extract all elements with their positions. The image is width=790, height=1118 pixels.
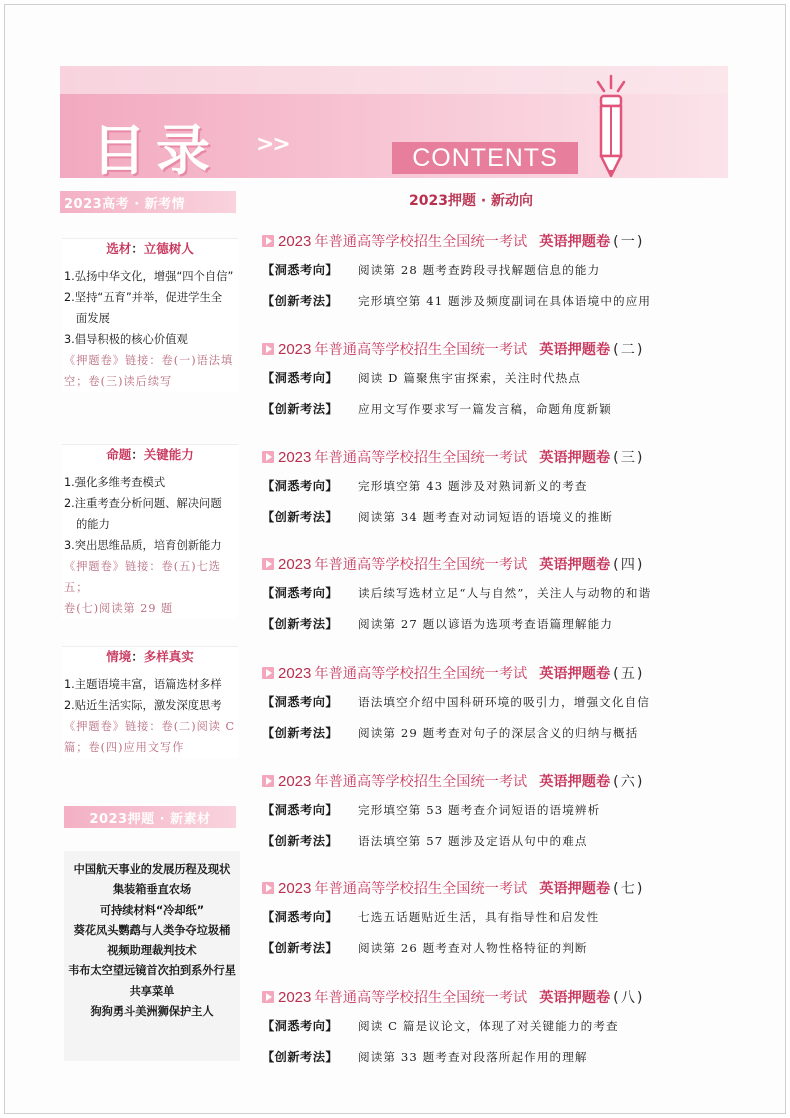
list-item-continuation: 面发展 xyxy=(76,312,110,325)
innovation-text: 阅读第 33 题考查对段落所起作用的理解 xyxy=(358,1049,588,1064)
paper-exam-name: 年普通高等学校招生全国统一考试 xyxy=(314,450,528,466)
list-item: 3.倡导积极的核心价值观 xyxy=(64,333,188,346)
paper-volume: (七) xyxy=(613,881,645,897)
play-triangle-icon xyxy=(262,775,274,787)
insight-row xyxy=(262,686,722,717)
card-title-value: 关键能力 xyxy=(143,447,194,462)
section-title: 2023高考 · 新考情 xyxy=(64,196,186,212)
innovation-row xyxy=(262,608,722,639)
innovation-tag: 【创新考法】 xyxy=(262,402,339,416)
insight-text: 读后续写选材立足“人与自然”，关注人与动物的和谐 xyxy=(358,585,652,600)
paper-heading xyxy=(262,768,722,794)
list-item: 韦布太空望远镜首次拍到系外行星 xyxy=(68,964,236,978)
paper-volume: (五) xyxy=(613,666,645,682)
double-arrow-icon: >> xyxy=(256,132,289,157)
paper-entry xyxy=(262,875,722,963)
section-header-new-materials xyxy=(64,806,236,828)
paper-year: 2023 xyxy=(278,664,312,682)
materials-list xyxy=(64,851,240,1061)
section-header-exam-trends xyxy=(60,191,236,213)
paper-volume: (一) xyxy=(613,234,645,250)
paper-heading xyxy=(262,336,722,362)
list-item: 狗狗勇斗美洲狮保护主人 xyxy=(90,1005,214,1019)
insight-text: 语法填空介绍中国科研环境的吸引力，增强文化自信 xyxy=(358,694,650,709)
paper-year: 2023 xyxy=(278,879,312,897)
paper-link-text: 《押题卷》链接：卷(五)七选五； xyxy=(64,560,221,594)
play-triangle-icon xyxy=(262,991,274,1003)
paper-year: 2023 xyxy=(278,340,312,358)
paper-year: 2023 xyxy=(278,232,312,250)
innovation-row xyxy=(262,825,722,856)
paper-volume: (八) xyxy=(613,990,645,1006)
innovation-text: 阅读第 34 题考查对动词短语的语境义的推断 xyxy=(358,509,614,524)
paper-entry xyxy=(262,551,722,639)
paper-entry xyxy=(262,444,722,532)
paper-heading xyxy=(262,444,722,470)
insight-tag: 【洞悉考向】 xyxy=(262,263,339,277)
paper-subject: 英语押题卷 xyxy=(539,234,611,250)
innovation-tag: 【创新考法】 xyxy=(262,510,339,524)
paper-subject: 英语押题卷 xyxy=(539,881,611,897)
insight-text: 七选五话题贴近生活，具有指导性和启发性 xyxy=(358,909,600,924)
innovation-text: 阅读第 26 题考查对人物性格特征的判断 xyxy=(358,940,588,955)
insight-text: 完形填空第 43 题涉及对熟词新义的考查 xyxy=(358,478,588,493)
trend-card-proposition xyxy=(62,444,238,619)
paper-year: 2023 xyxy=(278,448,312,466)
innovation-text: 完形填空第 41 题涉及频度副词在具体语境中的应用 xyxy=(358,293,652,308)
paper-year: 2023 xyxy=(278,772,312,790)
card-title: 情境：多样真实 xyxy=(106,649,194,664)
list-item: 1.主题语境丰富，语篇选材多样 xyxy=(64,678,222,691)
paper-link-text: 卷(七)阅读第 29 题 xyxy=(64,602,174,615)
card-title: 选材：立德树人 xyxy=(106,241,194,256)
innovation-row xyxy=(262,393,722,424)
insight-tag: 【洞悉考向】 xyxy=(262,586,339,600)
paper-volume: (三) xyxy=(613,450,645,466)
paper-exam-name: 年普通高等学校招生全国统一考试 xyxy=(314,990,528,1006)
paper-volume: (六) xyxy=(613,774,645,790)
innovation-tag: 【创新考法】 xyxy=(262,834,339,848)
paper-exam-name: 年普通高等学校招生全国统一考试 xyxy=(314,774,528,790)
insight-text: 阅读 C 篇是议论文，体现了对关键能力的考查 xyxy=(358,1018,619,1033)
innovation-row xyxy=(262,501,722,532)
card-title: 命题：关键能力 xyxy=(106,447,194,462)
paper-subject: 英语押题卷 xyxy=(539,342,611,358)
paper-entry xyxy=(262,660,722,748)
paper-subject: 英语押题卷 xyxy=(539,990,611,1006)
paper-heading xyxy=(262,660,722,686)
paper-exam-name: 年普通高等学校招生全国统一考试 xyxy=(314,881,528,897)
paper-subject: 英语押题卷 xyxy=(539,450,611,466)
innovation-row xyxy=(262,932,722,963)
innovation-tag: 【创新考法】 xyxy=(262,1050,339,1064)
list-item: 共享菜单 xyxy=(129,984,175,998)
paper-volume: (二) xyxy=(613,342,645,358)
paper-heading xyxy=(262,551,722,577)
innovation-row xyxy=(262,1041,722,1072)
paper-entry xyxy=(262,768,722,856)
paper-year: 2023 xyxy=(278,988,312,1006)
insight-row xyxy=(262,254,722,285)
card-title-key: 命题 xyxy=(106,447,132,462)
innovation-tag: 【创新考法】 xyxy=(262,941,339,955)
insight-text: 阅读 D 篇聚焦宇宙探索，关注时代热点 xyxy=(358,370,582,385)
innovation-text: 语法填空第 57 题涉及定语从句中的难点 xyxy=(358,833,588,848)
insight-tag: 【洞悉考向】 xyxy=(262,371,339,385)
pencil-icon xyxy=(584,72,638,182)
paper-heading xyxy=(262,228,722,254)
list-item: 1.强化多维考查模式 xyxy=(64,476,166,489)
play-triangle-icon xyxy=(262,558,274,570)
insight-text: 阅读第 28 题考查跨段寻找解题信息的能力 xyxy=(358,262,601,277)
list-item: 葵花凤头鹦鹉与人类争夺垃圾桶 xyxy=(73,923,231,937)
insight-row xyxy=(262,470,722,501)
list-item: 2.注重考查分析问题、解决问题 xyxy=(64,497,222,510)
card-title-value: 立德树人 xyxy=(143,241,194,256)
paper-link-text: 空；卷(三)读后续写 xyxy=(64,375,173,388)
play-triangle-icon xyxy=(262,667,274,679)
paper-link-text: 《押题卷》链接：卷(二)阅读 C xyxy=(64,720,236,733)
list-item: 2.贴近生活实际，激发深度思考 xyxy=(64,699,222,712)
page-title: 目录 xyxy=(92,119,220,182)
list-item-continuation: 的能力 xyxy=(76,518,110,531)
card-title-key: 情境 xyxy=(106,649,132,664)
section-title-new-trends: 2023押题 · 新动向 xyxy=(408,193,534,209)
paper-entry xyxy=(262,984,722,1072)
paper-exam-name: 年普通高等学校招生全国统一考试 xyxy=(314,557,528,573)
play-triangle-icon xyxy=(262,451,274,463)
insight-text: 完形填空第 53 题考查介词短语的语境辨析 xyxy=(358,802,601,817)
card-title-key: 选材 xyxy=(106,241,132,256)
contents-label: CONTENTS xyxy=(412,143,558,172)
insight-tag: 【洞悉考向】 xyxy=(262,910,339,924)
paper-exam-name: 年普通高等学校招生全国统一考试 xyxy=(314,342,528,358)
innovation-text: 阅读第 29 题考查对句子的深层含义的归纳与概括 xyxy=(358,725,639,740)
card-title-value: 多样真实 xyxy=(143,649,194,664)
list-item: 2.坚持“五育”并举，促进学生全 xyxy=(64,291,223,304)
paper-year: 2023 xyxy=(278,555,312,573)
contents-label-box xyxy=(392,142,578,174)
insight-row xyxy=(262,362,722,393)
insight-tag: 【洞悉考向】 xyxy=(262,695,339,709)
paper-heading xyxy=(262,984,722,1010)
innovation-tag: 【创新考法】 xyxy=(262,617,339,631)
play-triangle-icon xyxy=(262,882,274,894)
insight-tag: 【洞悉考向】 xyxy=(262,479,339,493)
list-item: 视频助理裁判技术 xyxy=(107,944,197,958)
list-item: 集装箱垂直农场 xyxy=(112,883,192,897)
insight-row xyxy=(262,794,722,825)
insight-row xyxy=(262,577,722,608)
insight-tag: 【洞悉考向】 xyxy=(262,803,339,817)
innovation-tag: 【创新考法】 xyxy=(262,294,339,308)
paper-entry xyxy=(262,336,722,424)
innovation-row xyxy=(262,285,722,316)
innovation-row xyxy=(262,717,722,748)
list-item: 3.突出思维品质，培育创新能力 xyxy=(64,539,222,552)
paper-exam-name: 年普通高等学校招生全国统一考试 xyxy=(314,234,528,250)
list-item: 中国航天事业的发展历程及现状 xyxy=(73,863,231,876)
trend-card-material xyxy=(62,238,238,392)
innovation-tag: 【创新考法】 xyxy=(262,726,339,740)
paper-link-text: 篇；卷(四)应用文写作 xyxy=(64,741,185,754)
paper-link-text: 《押题卷》链接：卷(一)语法填 xyxy=(64,354,234,367)
insight-row xyxy=(262,901,722,932)
insight-row xyxy=(262,1010,722,1041)
list-item: 可持续材料“冷却纸” xyxy=(99,903,205,917)
trend-card-context xyxy=(62,646,238,758)
paper-entry xyxy=(262,228,722,316)
play-triangle-icon xyxy=(262,343,274,355)
section-title: 2023押题 · 新素材 xyxy=(89,811,211,827)
innovation-text: 阅读第 27 题以谚语为选项考查语篇理解能力 xyxy=(358,616,614,631)
list-item: 1.弘扬中华文化，增强“四个自信” xyxy=(64,270,234,283)
paper-subject: 英语押题卷 xyxy=(539,774,611,790)
play-triangle-icon xyxy=(262,235,274,247)
paper-heading xyxy=(262,875,722,901)
insight-tag: 【洞悉考向】 xyxy=(262,1019,339,1033)
paper-subject: 英语押题卷 xyxy=(539,557,611,573)
paper-volume: (四) xyxy=(613,557,645,573)
paper-subject: 英语押题卷 xyxy=(539,666,611,682)
innovation-text: 应用文写作要求写一篇发言稿，命题角度新颖 xyxy=(358,401,612,416)
paper-exam-name: 年普通高等学校招生全国统一考试 xyxy=(314,666,528,682)
